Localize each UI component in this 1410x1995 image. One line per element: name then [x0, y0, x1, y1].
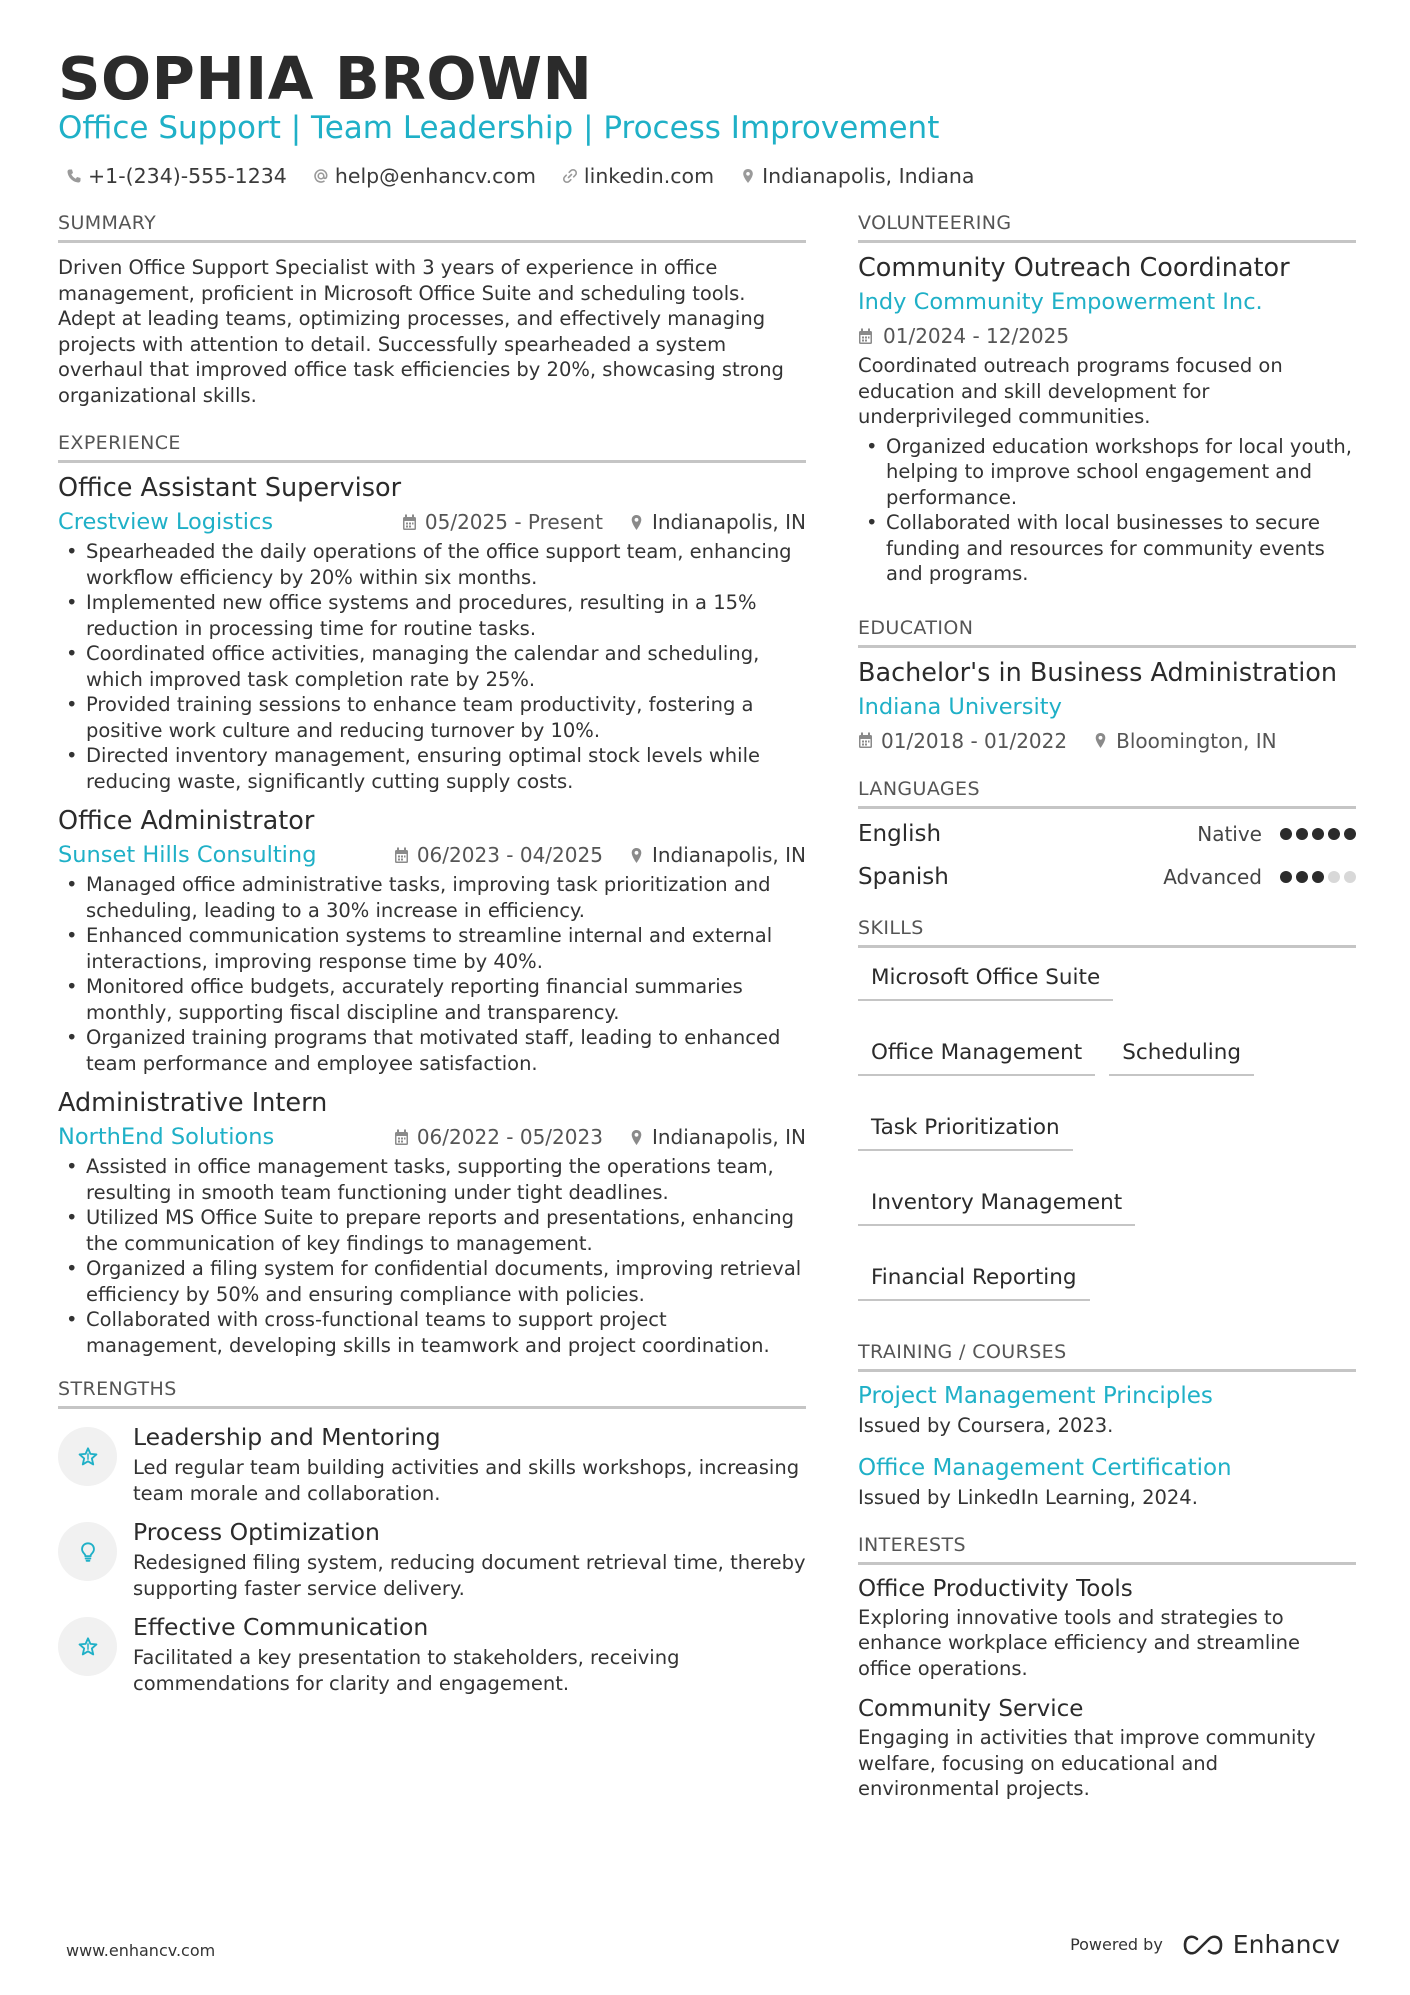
interest-desc: Exploring innovative tools and strategies to enhance workplace efficiency and streamline office operations. — [858, 1605, 1301, 1680]
course-title[interactable]: Project Management Principles — [858, 1382, 1213, 1409]
job-title: Office Administrator — [58, 806, 315, 836]
right-column — [858, 210, 1356, 1802]
headline: Office Support | Team Leadership | Process Improvement — [58, 110, 940, 146]
rating-dot-filled — [1280, 828, 1292, 840]
calendar-icon — [858, 328, 873, 345]
star-icon — [77, 1636, 99, 1658]
job-bullet: • Collaborated with cross-functional teams to support project management, developing skills in teamwork and project coordination. — [58, 1307, 806, 1358]
strength-title: Effective Communication — [133, 1613, 429, 1641]
location-pin-icon — [629, 514, 644, 531]
education-section — [858, 615, 1356, 758]
job-bullet: • Enhanced communication systems to streamline internal and external interactions, improving response time by 40%. — [58, 923, 806, 974]
interest-title: Office Productivity Tools — [858, 1575, 1133, 1602]
volunteer-role: Community Outreach Coordinator — [858, 253, 1290, 283]
volunteering-section — [858, 210, 1356, 587]
job-location-text: Indianapolis, IN — [651, 510, 806, 534]
job-entry — [58, 471, 806, 794]
job-bullet: • Managed office administrative tasks, improving task prioritization and scheduling, leading to a 30% increase in efficiency. — [58, 872, 806, 923]
training-section — [858, 1339, 1356, 1512]
footer-website[interactable]: www.enhancv.com — [66, 1941, 216, 1960]
rating-dot-filled — [1296, 828, 1308, 840]
job-bullet: • Implemented new office systems and procedures, resulting in a 15% reduction in processing time for routine tasks. — [58, 590, 806, 641]
skills-section — [858, 915, 1356, 1301]
brand-logo[interactable] — [1181, 1930, 1340, 1959]
job-bullet: • Coordinated office activities, managing the calendar and scheduling, which improved task completion rate by 25%. — [58, 641, 806, 692]
education-dates-text: 01/2018 - 01/2022 — [881, 728, 1068, 753]
language-name: English — [858, 821, 942, 847]
brand-name: Enhancv — [1232, 1930, 1340, 1959]
job-entry — [58, 1086, 806, 1358]
footer-branding — [1070, 1930, 1340, 1959]
skill-tag: Inventory Management — [858, 1183, 1135, 1226]
skills-heading: SKILLS — [858, 915, 1356, 948]
job-bullets — [58, 1154, 806, 1358]
strength-icon-badge — [58, 1617, 117, 1676]
experience-heading: EXPERIENCE — [58, 430, 806, 463]
strength-desc: Redesigned filing system, reducing document retrieval time, thereby supporting faster service delivery. — [133, 1551, 806, 1600]
education-dates — [858, 729, 1067, 753]
rating-dot-empty — [1328, 871, 1340, 883]
location-pin-icon — [629, 1129, 644, 1146]
job-location-text: Indianapolis, IN — [651, 843, 806, 867]
education-location — [1093, 729, 1277, 753]
job-meta — [58, 505, 806, 539]
strength-icon-badge — [58, 1427, 117, 1486]
strength-desc: Led regular team building activities and skills workshops, increasing team morale and collaboration. — [133, 1456, 800, 1505]
powered-by-text: Powered by — [1070, 1935, 1163, 1954]
job-dates — [402, 510, 603, 534]
job-dates-text: 06/2023 - 04/2025 — [416, 843, 603, 867]
phone-icon — [66, 168, 82, 184]
job-entry — [58, 804, 806, 1076]
lightbulb-icon — [77, 1541, 99, 1563]
job-bullet: • Directed inventory management, ensuring optimal stock levels while reducing waste, significantly cutting supply costs. — [58, 743, 806, 794]
calendar-icon — [394, 1129, 409, 1146]
contact-email[interactable] — [313, 161, 536, 191]
language-rating — [1280, 828, 1356, 840]
job-bullet: • Assisted in office management tasks, supporting the operations team, resulting in smooth team functioning under tight deadlines. — [58, 1154, 806, 1205]
language-rating — [1280, 871, 1356, 883]
calendar-icon — [402, 514, 417, 531]
language-name: Spanish — [858, 864, 949, 890]
job-bullets — [58, 872, 806, 1076]
contact-phone[interactable] — [66, 161, 287, 191]
language-row — [858, 856, 1356, 899]
rating-dot-filled — [1312, 871, 1324, 883]
linkedin-text: linkedin.com — [583, 164, 715, 188]
course-title[interactable]: Office Management Certification — [858, 1454, 1232, 1481]
job-title: Office Assistant Supervisor — [58, 473, 402, 503]
company-name[interactable]: Sunset Hills Consulting — [58, 842, 317, 868]
enhancv-logo-icon — [1181, 1933, 1225, 1957]
volunteer-bullet: • Collaborated with local businesses to secure funding and resources for community events and programs. — [858, 510, 1356, 587]
languages-heading: LANGUAGES — [858, 776, 1356, 809]
volunteer-bullets — [858, 434, 1356, 587]
volunteering-heading: VOLUNTEERING — [858, 210, 1356, 243]
strength-item — [58, 1421, 806, 1506]
education-location-text: Bloomington, IN — [1116, 728, 1277, 753]
interests-heading: INTERESTS — [858, 1532, 1356, 1565]
strength-title: Process Optimization — [133, 1518, 380, 1546]
job-dates — [394, 843, 603, 867]
interests-section — [858, 1532, 1356, 1802]
summary-text: Driven Office Support Specialist with 3 years of experience in office management, proficient in Microsoft Office Suite and scheduling tools. Adept at leading teams, optimizing processes, and effectively managing projects with attention to detail. Successfully spearheaded a system overhaul that improved office task efficiencies by 20%, showcasing strong organizational skills. — [58, 256, 784, 407]
job-location — [629, 510, 806, 534]
job-location-text: Indianapolis, IN — [651, 1125, 806, 1149]
job-location — [629, 843, 806, 867]
phone-text: +1-(234)-555-1234 — [88, 164, 287, 188]
job-location — [629, 1125, 806, 1149]
volunteer-bullet: • Organized education workshops for local youth, helping to improve school engagement and performance. — [858, 434, 1356, 511]
strength-icon-badge — [58, 1522, 117, 1581]
language-row — [858, 813, 1356, 856]
languages-section — [858, 776, 1356, 899]
at-icon — [313, 168, 329, 184]
volunteer-dates-text: 01/2024 - 12/2025 — [883, 324, 1070, 348]
interest-title: Community Service — [858, 1696, 1084, 1722]
job-meta — [58, 838, 806, 872]
job-dates-text: 05/2025 - Present — [424, 510, 603, 534]
rating-dot-empty — [1344, 871, 1356, 883]
job-bullet: • Organized a filing system for confidential documents, improving retrieval efficiency by 50% and ensuring compliance with policies. — [58, 1256, 806, 1307]
course-issuer: Issued by LinkedIn Learning, 2024. — [858, 1485, 1198, 1509]
degree-title: Bachelor's in Business Administration — [858, 657, 1338, 688]
strengths-heading: STRENGTHS — [58, 1376, 806, 1409]
job-title: Administrative Intern — [58, 1088, 328, 1118]
email-text: help@enhancv.com — [334, 164, 536, 188]
rating-dot-filled — [1328, 828, 1340, 840]
summary-section — [58, 210, 806, 408]
strength-item — [58, 1611, 806, 1696]
summary-heading: SUMMARY — [58, 210, 806, 243]
volunteer-org[interactable]: Indy Community Empowerment Inc. — [858, 289, 1263, 315]
job-dates-text: 06/2022 - 05/2023 — [416, 1125, 603, 1149]
skill-tag: Microsoft Office Suite — [858, 958, 1113, 1001]
skill-tag: Task Prioritization — [858, 1108, 1073, 1151]
skill-tag: Office Management — [858, 1033, 1095, 1076]
rating-dot-filled — [1344, 828, 1356, 840]
contact-bar — [66, 161, 974, 191]
calendar-icon — [858, 732, 873, 749]
location-pin-icon — [740, 168, 756, 184]
rating-dot-filled — [1280, 871, 1292, 883]
location-text: Indianapolis, Indiana — [762, 164, 975, 188]
calendar-icon — [394, 847, 409, 864]
rating-dot-filled — [1296, 871, 1308, 883]
company-name[interactable]: NorthEnd Solutions — [58, 1124, 275, 1150]
strength-title: Leadership and Mentoring — [133, 1423, 441, 1451]
training-heading: TRAINING / COURSES — [858, 1339, 1356, 1372]
skill-tag: Scheduling — [1109, 1033, 1254, 1076]
location-pin-icon — [629, 847, 644, 864]
strength-desc: Facilitated a key presentation to stakeholders, receiving commendations for clarity and engagement. — [133, 1646, 680, 1695]
job-bullet: • Monitored office budgets, accurately reporting financial summaries monthly, supporting fiscal discipline and transparency. — [58, 974, 806, 1025]
course-issuer: Issued by Coursera, 2023. — [858, 1413, 1114, 1437]
volunteer-dates — [858, 319, 1356, 353]
language-level: Native — [1197, 822, 1262, 846]
interest-desc: Engaging in activities that improve community welfare, focusing on educational and environmental projects. — [858, 1726, 1316, 1800]
job-meta — [58, 1120, 806, 1154]
candidate-name: SOPHIA BROWN — [58, 44, 593, 113]
rating-dot-filled — [1312, 828, 1324, 840]
job-bullet: • Organized training programs that motivated staff, leading to enhanced team performance and employee satisfaction. — [58, 1025, 806, 1076]
job-bullet: • Provided training sessions to enhance team productivity, fostering a positive work culture and reducing turnover by 10%. — [58, 692, 806, 743]
job-dates — [394, 1125, 603, 1149]
skills-list — [858, 958, 1356, 1301]
left-column — [58, 210, 806, 1706]
skill-tag: Financial Reporting — [858, 1258, 1090, 1301]
star-icon — [77, 1446, 99, 1468]
education-meta — [858, 724, 1356, 758]
experience-section — [58, 430, 806, 1358]
school-name[interactable]: Indiana University — [858, 693, 1062, 720]
job-bullets — [58, 539, 806, 794]
education-heading: EDUCATION — [858, 615, 1356, 648]
contact-location — [740, 161, 974, 191]
strength-item — [58, 1516, 806, 1601]
job-bullet: • Utilized MS Office Suite to prepare reports and presentations, enhancing the communication of key findings to management. — [58, 1205, 806, 1256]
company-name[interactable]: Crestview Logistics — [58, 509, 274, 535]
strengths-section — [58, 1376, 806, 1696]
language-level: Advanced — [1163, 865, 1262, 889]
link-icon — [562, 168, 578, 184]
job-bullet: • Spearheaded the daily operations of the office support team, enhancing workflow efficiency by 20% within six months. — [58, 539, 806, 590]
location-pin-icon — [1093, 732, 1108, 749]
contact-linkedin[interactable] — [562, 161, 714, 191]
volunteer-desc: Coordinated outreach programs focused on education and skill development for underprivileged communities. — [858, 354, 1283, 428]
